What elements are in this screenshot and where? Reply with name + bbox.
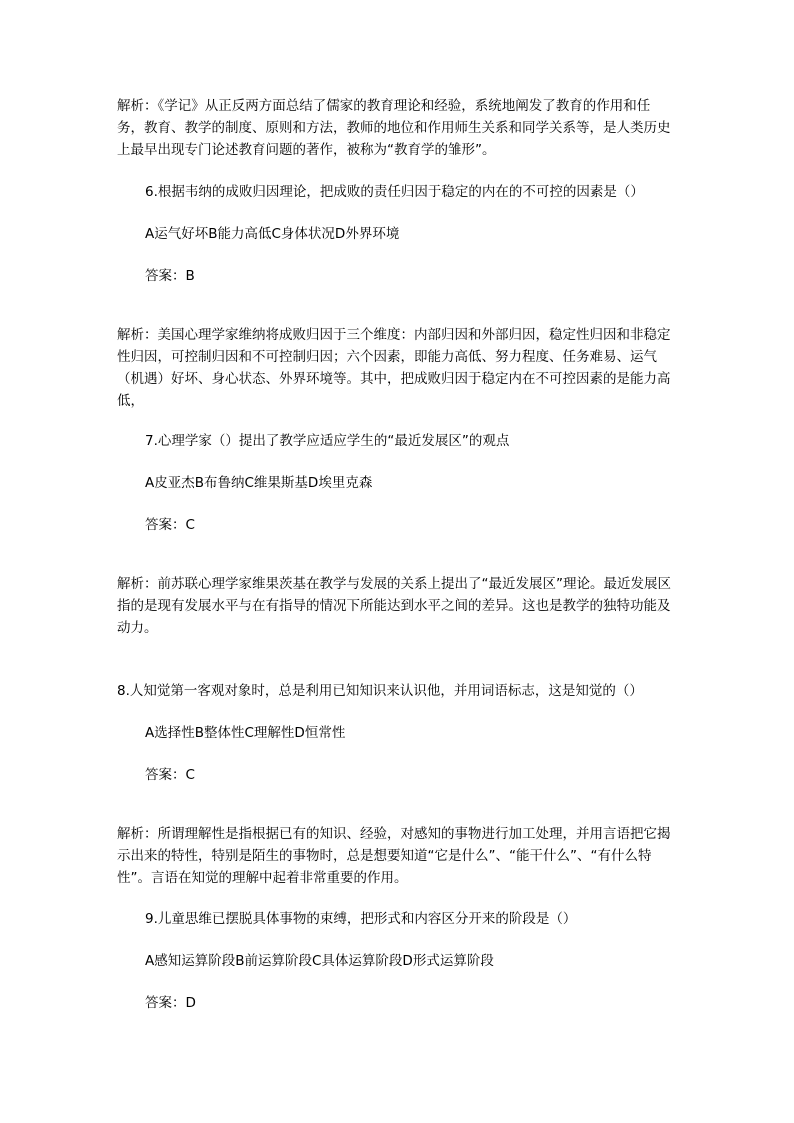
question-8: 8.人知觉第一客观对象时，总是利用已知知识来认识他，并用词语标志，这是知觉的（） <box>117 683 643 699</box>
question-6-options: A运气好坏B能力高低C身体状况D外界环境 <box>145 226 400 242</box>
analysis-paragraph-8: 解析：所谓理解性是指根据已有的知识、经验，对感知的事物进行加工处理，并用言语把它揭示出来的特性，特别是陌生的事物时，总是想要知道“它是什么”、“能干什么”、“有什么特性”。言语在知觉的理解中起着非常重要的作用。 <box>117 826 671 886</box>
question-9: 9.儿童思维已摆脱具体事物的束缚，把形式和内容区分开来的阶段是（） <box>145 911 577 927</box>
question-6: 6.根据韦纳的成败归因理论，把成败的责任归因于稳定的内在的不可控的因素是（） <box>145 184 644 200</box>
analysis-paragraph-7: 解析：前苏联心理学家维果茨基在教学与发展的关系上提出了“最近发展区”理论。最近发展区指的是现有发展水平与在有指导的情况下所能达到水平之间的差异。这也是教学的独特功能及动力。 <box>117 576 671 636</box>
analysis-paragraph-6: 解析：美国心理学家维纳将成败归因于三个维度：内部归因和外部归因，稳定性归因和非稳定性归因，可控制归因和不可控制归因；六个因素，即能力高低、努力程度、任务难易、运气（机遇）好坏、身心状态、外界环境等。其中，把成败归因于稳定内在不可控因素的是能力高低， <box>117 327 671 409</box>
question-7-options: A皮亚杰B布鲁纳C维果斯基D埃里克森 <box>145 475 373 491</box>
question-6-answer: 答案：B <box>145 268 195 284</box>
question-9-answer: 答案：D <box>145 995 196 1011</box>
question-8-answer: 答案：C <box>145 767 195 783</box>
analysis-paragraph-5: 解析：《学记》从正反两方面总结了儒家的教育理论和经验，系统地阐发了教育的作用和任务，教育、教学的制度、原则和方法，教师的地位和作用师生关系和同学关系等，是人类历史上最早出现专门论述教育问题的著作，被称为“教育学的雏形”。 <box>117 98 671 158</box>
question-9-options: A感知运算阶段B前运算阶段C具体运算阶段D形式运算阶段 <box>145 953 494 969</box>
question-7-answer: 答案：C <box>145 517 195 533</box>
question-7: 7.心理学家（）提出了教学应适应学生的“最近发展区”的观点 <box>145 433 510 449</box>
question-8-options: A选择性B整体性C理解性D恒常性 <box>145 725 346 741</box>
